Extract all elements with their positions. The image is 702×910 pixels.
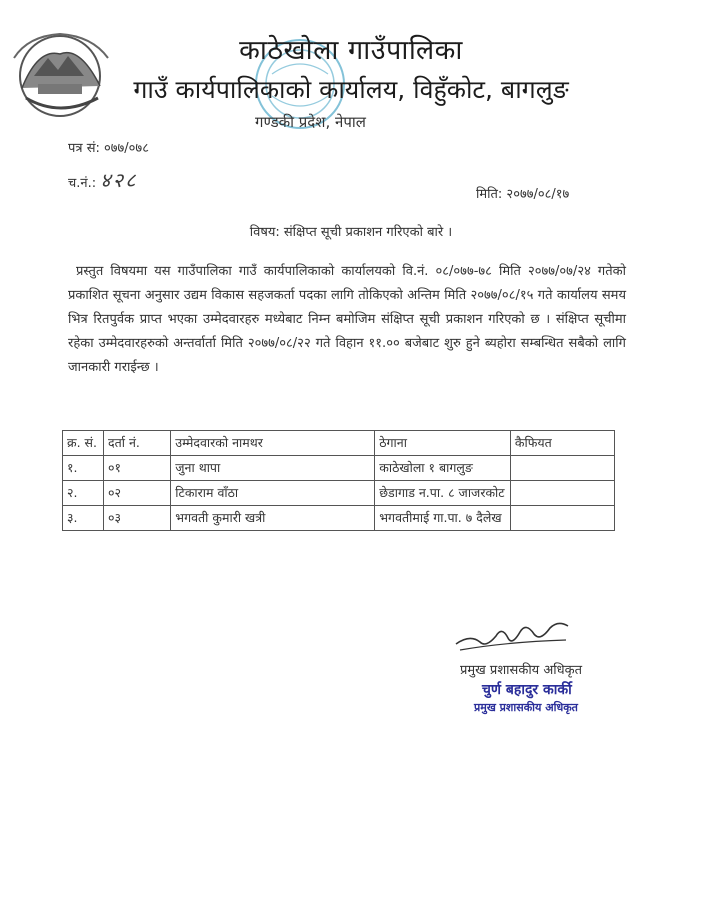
cell-reg-no: ०३ xyxy=(104,506,171,531)
cell-remarks xyxy=(510,456,614,481)
cell-name: जुना थापा xyxy=(171,456,375,481)
table-row xyxy=(63,481,615,506)
cell-remarks xyxy=(510,506,614,531)
body-paragraph: प्रस्तुत विषयमा यस गाउँपालिका गाउँ कार्यपालिकाको कार्यालयको वि.नं. ०८/०७७-७८ मिति २०७७/०७/२४ गतेको प्रकाशित सूचना अनुसार उद्यम विकास सहजकर्ता पदका लागि तोकिएको अन्तिम मिति २०७७/०८/१५ गते कार्यालय समय भित्र रितपुर्वक प्राप्त भएका उम्मेदवारहरु मध्येबाट निम्न बमोजिम संक्षिप्त सूची प्रकाशन गरिएको छ । संक्षिप्त सूचीमा रहेका उम्मेदवारहरुको अन्तर्वार्ता मिति २०७७/०८/२२ गते विहान ११.०० बजेबाट शुरु हुने ब्यहोरा सम्बन्धित सबैको लागि जानकारी गराईन्छ । xyxy=(68,264,626,375)
table-row xyxy=(63,456,615,481)
subject-line: विषय: संक्षिप्त सूची प्रकाशन गरिएको बारे । xyxy=(249,225,453,240)
cell-name: टिकाराम वाँठा xyxy=(171,481,375,506)
cell-remarks xyxy=(510,481,614,506)
letter-number-label: पत्र सं: xyxy=(68,141,100,156)
stamp-officer-name: चुर्ण बहादुर कार्की xyxy=(482,682,572,698)
shortlist-table xyxy=(62,430,615,531)
province-name: गण्डकी प्रदेश, नेपाल xyxy=(255,113,366,131)
table-row xyxy=(63,506,615,531)
date-line: मिति: २०७७/०८/१७ xyxy=(476,187,570,202)
letter-number xyxy=(68,138,149,156)
stamp-officer-title: प्रमुख प्रशासकीय अधिकृत xyxy=(474,701,578,714)
header-reg-no: दर्ता नं. xyxy=(104,431,171,456)
handwritten-signature xyxy=(446,612,586,662)
cell-serial: ३. xyxy=(63,506,104,531)
letter-number-value: ०७७/०७८ xyxy=(104,141,149,156)
cell-reg-no: ०१ xyxy=(104,456,171,481)
cell-address: भगवतीमाई गा.पा. ७ दैलेख xyxy=(375,506,511,531)
header-serial: क्र. सं. xyxy=(63,431,104,456)
table-header-row xyxy=(63,431,615,456)
header-remarks: कैफियत xyxy=(510,431,614,456)
header-name: उम्मेदवारको नामथर xyxy=(171,431,375,456)
dispatch-number xyxy=(68,166,137,193)
cell-reg-no: ०२ xyxy=(104,481,171,506)
header-address: ठेगाना xyxy=(375,431,511,456)
cell-serial: २. xyxy=(63,481,104,506)
dispatch-number-value: ४२८ xyxy=(100,168,138,192)
cell-address: छेडागाड न.पा. ८ जाजरकोट xyxy=(375,481,511,506)
cell-serial: १. xyxy=(63,456,104,481)
organization-name: काठेखोला गाउँपालिका xyxy=(239,35,463,66)
office-name: गाउँ कार्यपालिकाको कार्यालय, विहुँकोट, बागलुङ xyxy=(133,75,569,104)
officer-title: प्रमुख प्रशासकीय अधिकृत xyxy=(460,663,583,678)
cell-address: काठेखोला १ बागलुङ xyxy=(375,456,511,481)
cell-name: भगवती कुमारी खत्री xyxy=(171,506,375,531)
dispatch-number-label: च.नं.: xyxy=(68,176,97,191)
